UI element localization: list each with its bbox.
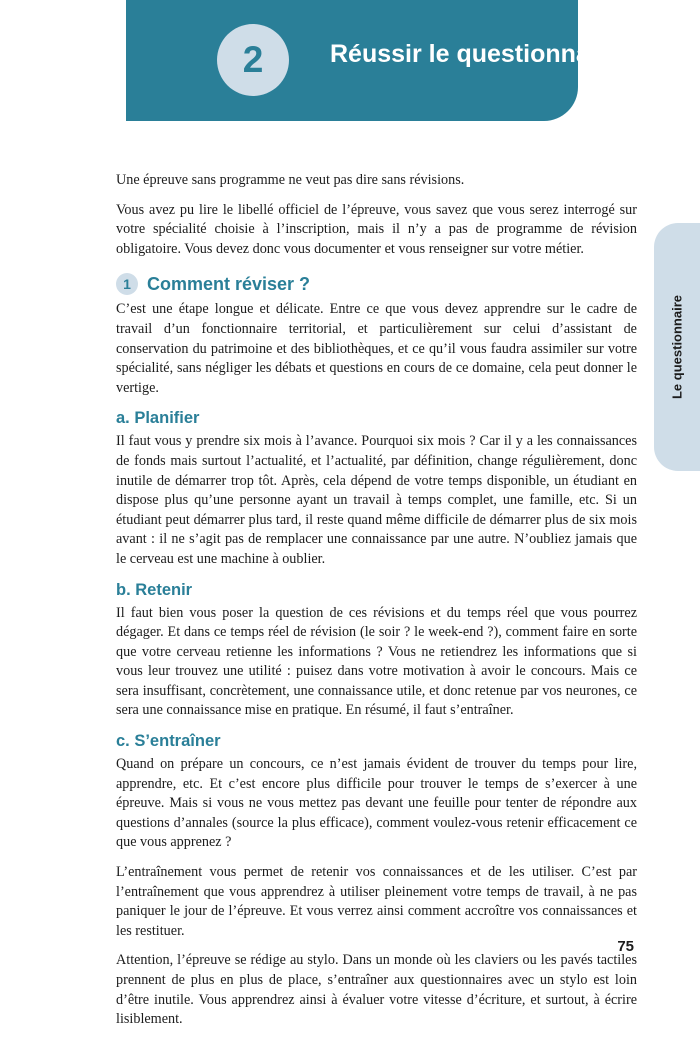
section-heading xyxy=(116,273,637,295)
intro-paragraph: Une épreuve sans programme ne veut pas dire sans révisions. xyxy=(116,172,465,188)
paragraph: L’entraînement vous permet de retenir vos connaissances et de les utiliser. C’est par l’entraînement que vous apprendrez à utiliser pleinement votre temps de travail, à ne pas paniquer le jour de l’épreuve. Et vous verrez ainsi comment accroître vos connaissances et les restituer. xyxy=(116,864,637,939)
paragraph: Il faut vous y prendre six mois à l’avance. Pourquoi six mois ? Car il y a les connaissances de fonds mais surtout l’actualité, et l’actualité, par définition, change régulièrement, donc inutile de démarrer trop tôt. Après, cela dépend de votre temps disponible, un étudiant en dispose plus qu’une personne ayant un travail à temps complet, une famille, etc. Si un étudiant peut démarrer plus tard, il reste quand même difficile de démarrer plus de six mois avant : il ne s’agit pas de remplacer une connaissance par une autre. N’oubliez jamais que le cerveau est une machine à oublier. xyxy=(116,433,637,567)
side-tab-label: Le questionnaire xyxy=(669,294,685,400)
paragraph: Quand on prépare un concours, ce n’est jamais évident de trouver du temps pour lire, apprendre, etc. Et c’est encore plus difficile pour trouver le temps de s’exercer à une épreuve. Mais si vous ne vous mettez pas devant une feuille pour tenter de répondre aux questions d’annales (source la plus efficace), comment voulez-vous retenir efficacement ce que vous apprenez ? xyxy=(116,756,637,851)
subsection-heading-planifier: a. Planifier xyxy=(116,409,200,428)
intro-paragraph: Vous avez pu lire le libellé officiel de l’épreuve, vous savez que vous serez interrogé sur votre spécialité choisie à l’inscription, mais il n’y a pas de programme de révision obligatoire. Vous devez donc vous documenter et vous renseigner sur votre métier. xyxy=(116,201,637,257)
page-number: 75 xyxy=(617,938,634,955)
section-title: Comment réviser ? xyxy=(147,273,311,294)
chapter-number-badge: 2 xyxy=(217,24,289,96)
chapter-banner xyxy=(126,0,621,121)
side-tab xyxy=(654,223,700,471)
paragraph: Il faut bien vous poser la question de ces révisions et du temps réel que vous pourrez dégager. Et dans ce temps réel de révision (le soir ? le week-end ?), comment faire en sorte que votre cerveau retienne les informations ? Vous ne retiendrez les informations que si vous leur trouvez une utilité : puisez dans votre motivation à avoir le concours. Mais ce sera insuffisant, concrètement, une connaissance utile, et donc retenue par vos neurones, ce sera une connaissance mise en pratique. En résumé, il faut s’entraîner. xyxy=(116,604,637,719)
paragraph: Attention, l’épreuve se rédige au stylo. Dans un monde où les claviers ou les pavés tactiles prennent de plus en plus de place, s’entraîner aux questionnaires avec un stylo est loin d’être inutile. Vous apprendrez ainsi à évaluer votre vitesse d’écriture, et surtout, à écrire lisiblement. xyxy=(116,952,637,1028)
section-number-badge: 1 xyxy=(116,273,138,295)
page-content xyxy=(116,171,637,1040)
subsection-heading-sentrainer: c. S’entraîner xyxy=(116,732,221,751)
section-paragraph: C’est une étape longue et délicate. Entre ce que vous devez apprendre sur le cadre de travail d’un fonctionnaire territorial, et particulièrement sur celui d’assistant de conservation du patrimoine et des bibliothèques, et ce qu’il vous faudra assimiler sur votre spécialité, sans négliger les débats et questions en cours de ce domaine, cela peut donner le vertige. xyxy=(116,301,637,396)
chapter-title: Réussir le questionnaire xyxy=(330,40,621,68)
subsection-heading-retenir: b. Retenir xyxy=(116,580,193,599)
